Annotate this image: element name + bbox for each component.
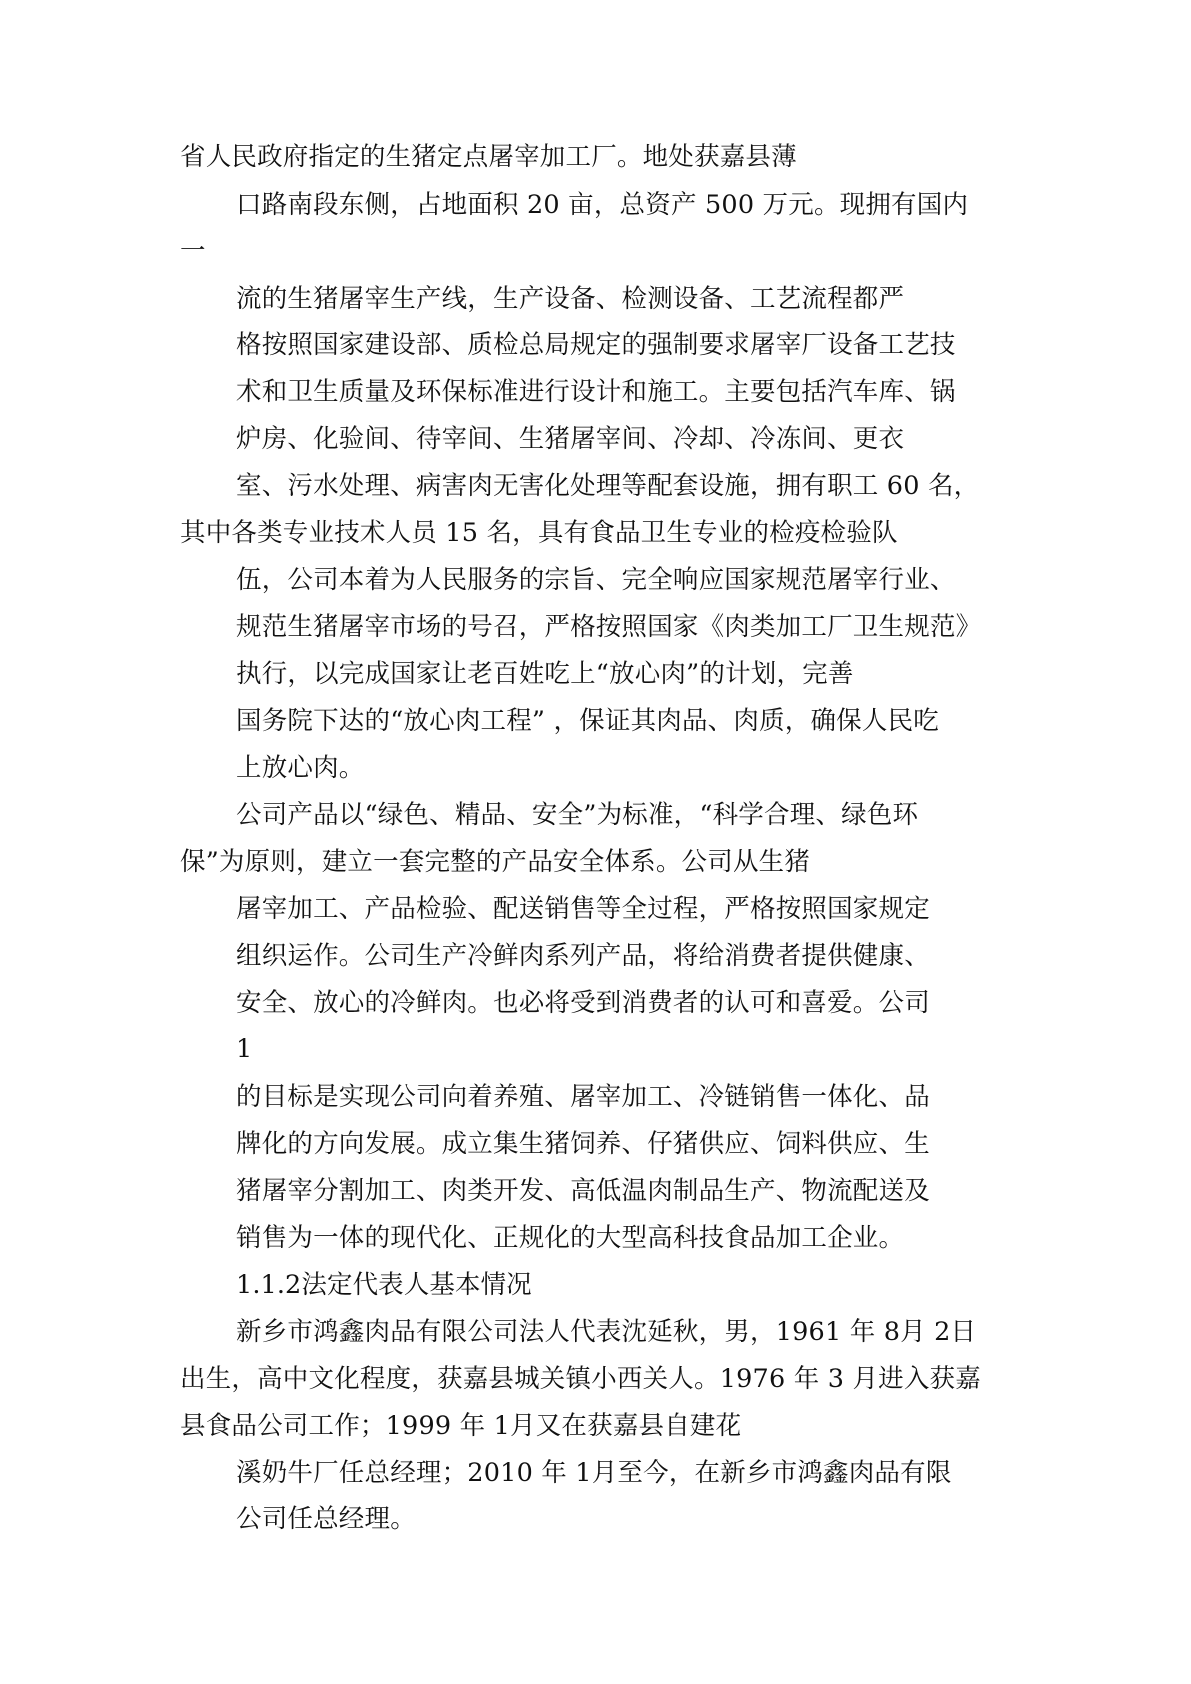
section-heading: 1.1.2法定代表人基本情况 [236, 1270, 532, 1300]
text-line-16: 保”为原则，建立一套完整的产品安全体系。公司从生猪 [180, 847, 811, 877]
text-line-6: 术和卫生质量及环保标准进行设计和施工。主要包括汽车库、锅 [236, 377, 956, 407]
text-line-27: 出生，高中文化程度，获嘉县城关镇小西关人。1976 年 3 月进入获嘉 [180, 1364, 981, 1394]
text-line-2: 口路南段东侧，占地面积 20 亩，总资产 500 万元。现拥有国内 [236, 190, 969, 220]
text-line-8: 室、污水处理、病害肉无害化处理等配套设施，拥有职工 60 名， [236, 471, 980, 501]
text-line-26: 新乡市鸿鑫肉品有限公司法人代表沈延秋，男，1961 年 8月 2日 [236, 1317, 977, 1347]
text-line-22: 牌化的方向发展。成立集生猪饲养、仔猪供应、饲料供应、生 [236, 1129, 930, 1159]
text-line-17: 屠宰加工、产品检验、配送销售等全过程，严格按照国家规定 [236, 894, 930, 924]
text-line-15: 公司产品以“绿色、精品、安全”为标准，“科学合理、绿色环 [236, 800, 919, 830]
text-line-14: 上放心肉。 [236, 753, 365, 783]
text-line-13: 国务院下达的“放心肉工程” ，保证其肉品、肉质，确保人民吃 [236, 706, 939, 736]
text-line-29: 溪奶牛厂任总经理；2010 年 1月至今，在新乡市鸿鑫肉品有限 [236, 1458, 952, 1488]
text-line-9: 其中各类专业技术人员 15 名，具有食品卫生专业的检疫检验队 [180, 518, 898, 548]
text-line-28: 县食品公司工作；1999 年 1月又在获嘉县自建花 [180, 1411, 742, 1441]
text-line-10: 伍，公司本着为人民服务的宗旨、完全响应国家规范屠宰行业、 [236, 565, 956, 595]
text-line-21: 的目标是实现公司向着养殖、屠宰加工、冷链销售一体化、品 [236, 1082, 930, 1112]
text-line-3: 一 [180, 236, 206, 266]
text-line-30: 公司任总经理。 [236, 1504, 416, 1534]
text-line-12: 执行，以完成国家让老百姓吃上“放心肉”的计划，完善 [236, 659, 854, 689]
text-line-19: 安全、放心的冷鲜肉。也必将受到消费者的认可和喜爱。公司 [236, 988, 930, 1018]
text-line-1: 省人民政府指定的生猪定点屠宰加工厂。地处获嘉县薄 [180, 142, 797, 172]
text-line-23: 猪屠宰分割加工、肉类开发、高低温肉制品生产、物流配送及 [236, 1176, 930, 1206]
text-line-5: 格按照国家建设部、质检总局规定的强制要求屠宰厂设备工艺技 [236, 330, 956, 360]
text-line-18: 组织运作。公司生产冷鲜肉系列产品，将给消费者提供健康、 [236, 941, 930, 971]
text-line-7: 炉房、化验间、待宰间、生猪屠宰间、冷却、冷冻间、更衣 [236, 424, 905, 454]
text-line-11: 规范生猪屠宰市场的号召，严格按照国家《肉类加工厂卫生规范》 [236, 612, 982, 642]
page-number: 1 [236, 1034, 253, 1064]
text-line-4: 流的生猪屠宰生产线，生产设备、检测设备、工艺流程都严 [236, 284, 905, 314]
text-line-24: 销售为一体的现代化、正规化的大型高科技食品加工企业。 [236, 1223, 905, 1253]
